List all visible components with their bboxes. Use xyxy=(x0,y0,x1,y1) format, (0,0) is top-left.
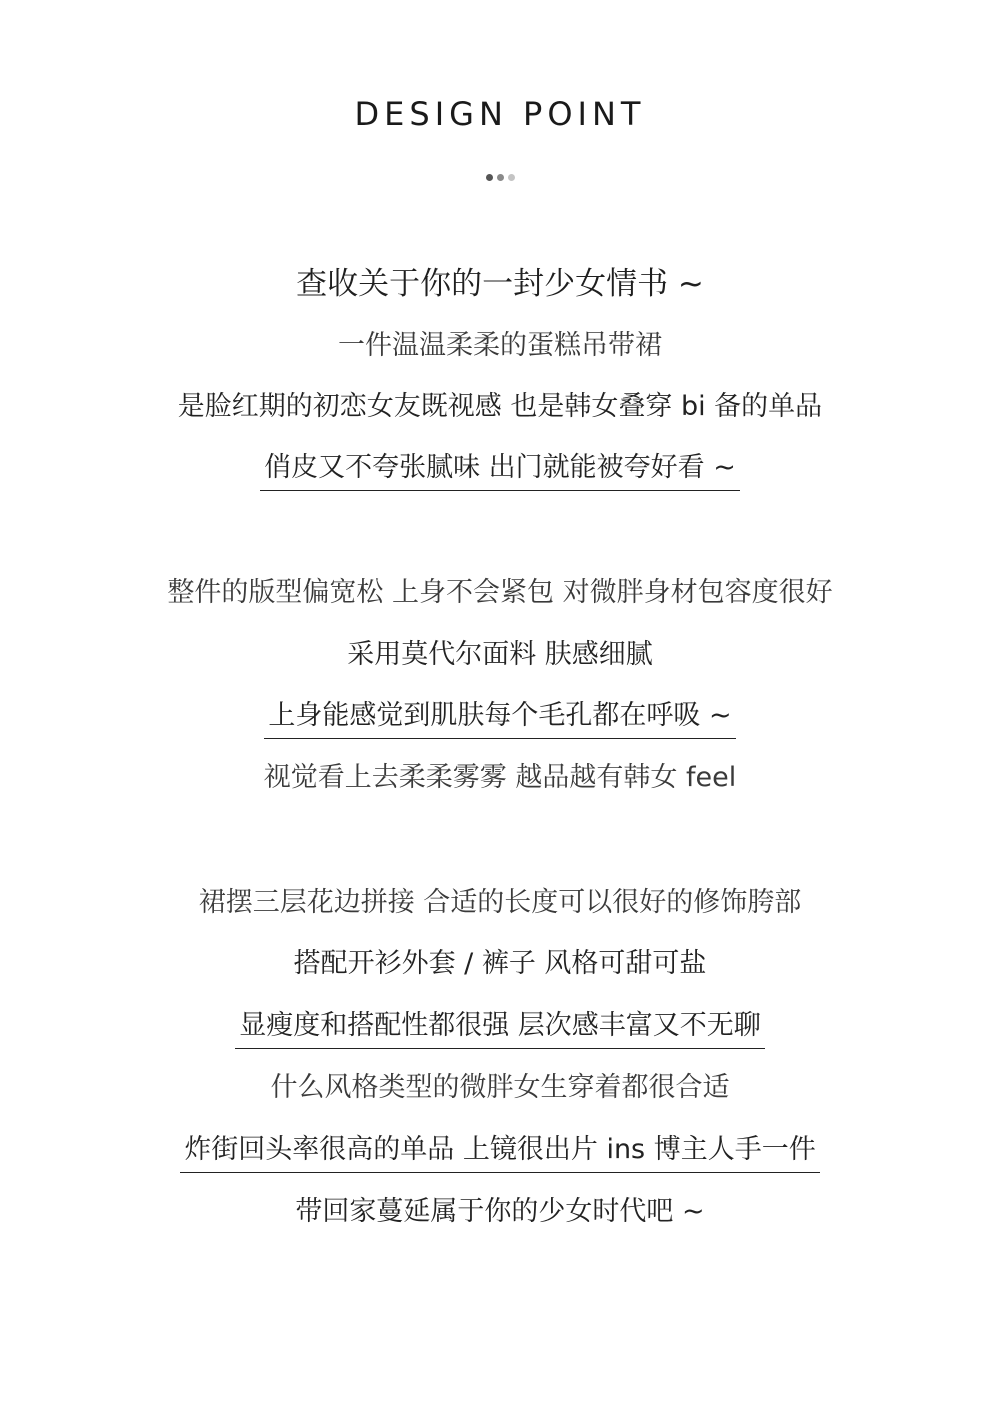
text-line: 整件的版型偏宽松 上身不会紧包 对微胖身材包容度很好 xyxy=(167,577,833,608)
text-line: 带回家蔓延属于你的少女时代吧 ~ xyxy=(295,1196,705,1227)
text-line: 是脸红期的初恋女友既视感 也是韩女叠穿 bi 备的单品 xyxy=(177,391,823,422)
dot-1 xyxy=(486,174,493,181)
text-line-underlined: 俏皮又不夸张腻味 出门就能被夸好看 ~ xyxy=(0,448,1000,491)
dot-2 xyxy=(497,174,504,181)
pagination-dots xyxy=(0,174,1000,181)
text-line: 采用莫代尔面料 肤感细腻 xyxy=(347,639,653,670)
text-line: 一件温温柔柔的蛋糕吊带裙 xyxy=(338,330,662,361)
text-line-underlined: 炸街回头率很高的单品 上镜很出片 ins 博主人手一件 xyxy=(0,1130,1000,1173)
text-line: 裙摆三层花边拼接 合适的长度可以很好的修饰胯部 xyxy=(198,887,802,918)
text-line: 视觉看上去柔柔雾雾 越品越有韩女 feel xyxy=(263,762,737,793)
text-line-underlined: 显瘦度和搭配性都很强 层次感丰富又不无聊 xyxy=(0,1006,1000,1049)
text-line: 查收关于你的一封少女情书 ~ xyxy=(296,266,704,302)
text-line: 搭配开衫外套 / 裤子 风格可甜可盐 xyxy=(293,948,707,979)
dot-3 xyxy=(508,174,515,181)
text-line-underlined: 上身能感觉到肌肤每个毛孔都在呼吸 ~ xyxy=(0,696,1000,739)
text-line: 什么风格类型的微胖女生穿着都很合适 xyxy=(270,1072,730,1103)
page-title: DESIGN POINT xyxy=(354,95,646,133)
